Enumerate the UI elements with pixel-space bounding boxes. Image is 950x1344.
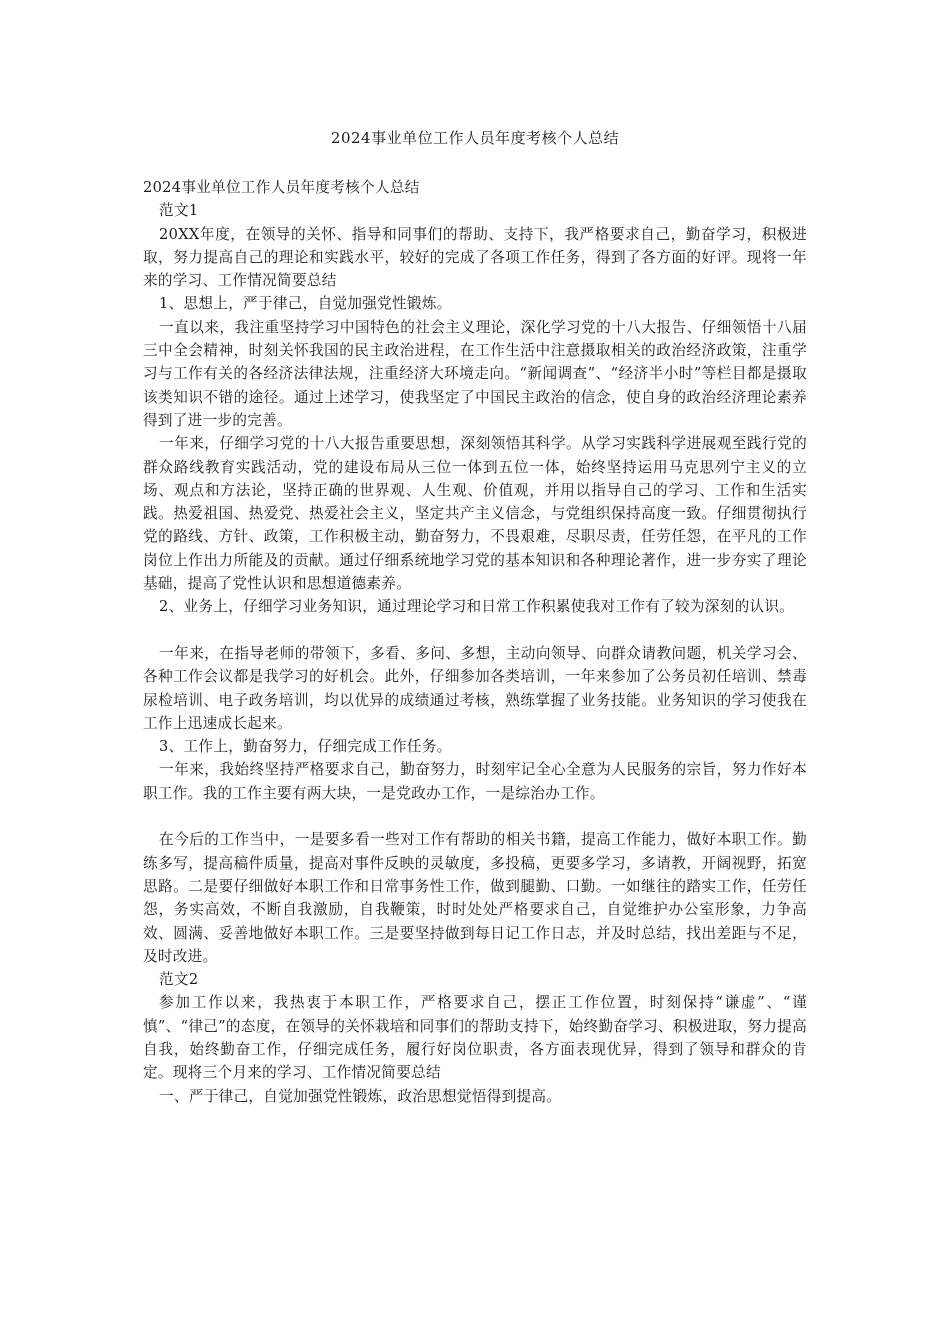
document-body [143,176,807,1108]
blank-line [143,619,807,642]
document-title: 2024事业单位工作人员年度考核个人总结 [330,129,620,147]
blank-line [143,805,807,828]
paragraph: 一年来，我始终坚持严格要求自己，勤奋努力，时刻牢记全心全意为人民服务的宗旨，努力作好本职工作。我的工作主要有两大块，一是党政办工作，一是综治办工作。 [143,761,807,802]
paragraph: 2024事业单位工作人员年度考核个人总结 [143,179,420,196]
paragraph: 在今后的工作当中，一是要多看一些对工作有帮助的相关书籍，提高工作能力，做好本职工作。勤练多写，提高稿件质量，提高对事件反映的灵敏度，多投稿，更要多学习，多请教，开阔视野，拓宽思路。二是要仔细做好本职工作和日常事务性工作，做到腿勤、口勤。一如继往的踏实工作，任劳任怨，务实高效，不断自我激励，自我鞭策，时时处处严格要求自己，自觉维护办公室形象，力争高效、圆满、妥善地做好本职工作。三是要坚持做到每日记工作日志，并及时总结，找出差距与不足，及时改进。 [143,831,807,965]
paragraph: 2、业务上，仔细学习业务知识，通过理论学习和日常工作积累使我对工作有了较为深刻的认识。 [159,598,795,616]
paragraph: 一、严于律己，自觉加强党性锻炼，政治思想觉悟得到提高。 [159,1087,562,1105]
paragraph: 范文2 [159,971,199,989]
paragraph: 参加工作以来，我热衷于本职工作，严格要求自己，摆正工作位置，时刻保持“谦虚”、“谨慎”、“律己”的态度，在领导的关怀栽培和同事们的帮助支持下，始终勤奋学习、积极进取，努力提高自我，始终勤奋工作，仔细完成任务，履行好岗位职责，各方面表现优异，得到了领导和群众的肯定。现将三个月来的学习、工作情况简要总结 [143,994,807,1082]
paragraph: 3、工作上，勤奋努力，仔细完成工作任务。 [159,738,452,756]
paragraph: 一年来，在指导老师的带领下，多看、多问、多想，主动向领导、向群众请教问题，机关学习会、各种工作会议都是我学习的好机会。此外，仔细参加各类培训，一年来参加了公务员初任培训、禁毒尿检培训、电子政务培训，均以优异的成绩通过考核，熟练掌握了业务技能。业务知识的学习使我在工作上迅速成长起来。 [143,644,807,732]
paragraph: 一直以来，我注重坚持学习中国特色的社会主义理论，深化学习党的十八大报告、仔细领悟十八届三中全会精神，时刻关怀我国的民主政治进程，在工作生活中注意摄取相关的政治经济政策，注重学习与工作有关的各经济法律法规，注重经济大环境走向。“新闻调查”、“经济半小时”等栏目都是摄取该类知识不错的途径。通过上述学习，使我坚定了中国民主政治的信念，使自身的政治经济理论素养得到了进一步的完善。 [143,318,807,429]
paragraph: 1、思想上，严于律己，自觉加强党性锻炼。 [159,295,452,313]
paragraph: 一年来，仔细学习党的十八大报告重要思想，深刻领悟其科学。从学习实践科学进展观至践行党的群众路线教育实践活动，党的建设布局从三位一体到五位一体，始终坚持运用马克思列宁主义的立场、观点和方法论，坚持正确的世界观、人生观、价值观，并用以指导自己的学习、工作和生活实践。热爱祖国、热爱党、热爱社会主义，坚定共产主义信念，与党组织保持高度一致。仔细贯彻执行党的路线、方针、政策，工作积极主动，勤奋努力，不畏艰难，尽职尽责，任劳任怨，在平凡的工作岗位上作出力所能及的贡献。通过仔细系统地学习党的基本知识和各种理论著作，进一步夯实了理论基础，提高了党性认识和思想道德素养。 [143,435,807,593]
paragraph: 范文1 [159,202,199,220]
paragraph: 20XX年度，在领导的关怀、指导和同事们的帮助、支持下，我严格要求自己，勤奋学习，积极进取，努力提高自己的理论和实践水平，较好的完成了各项工作任务，得到了各方面的好评。现将一年来的学习、工作情况简要总结 [143,225,807,290]
